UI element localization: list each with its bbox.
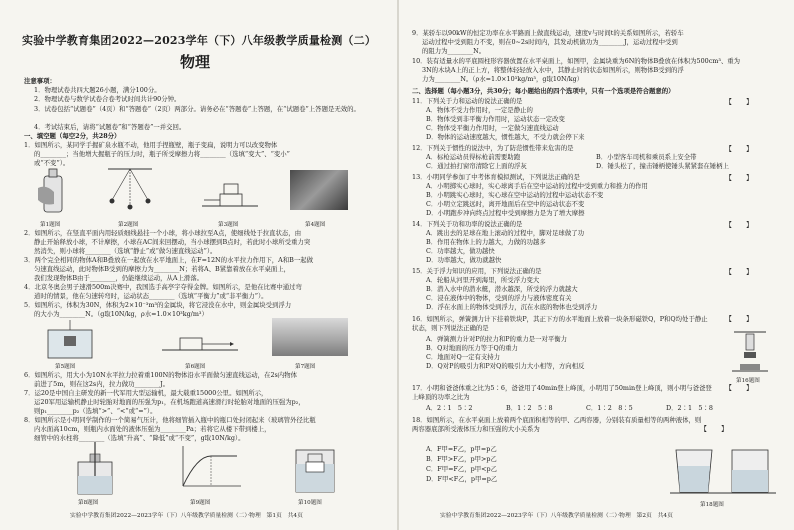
- caption-fig5: 第5题图: [55, 364, 76, 370]
- q2-line-1: 2．如图所示，在竖直平面内用轻质细线悬挂一个小球，将小球拉至A点，使细线处于拉直状态，由: [24, 229, 302, 237]
- caption-fig7: 第7题图: [295, 364, 316, 370]
- q17-option-d: D．2∶1 5∶8: [666, 404, 713, 412]
- blocks-figure: [200, 176, 260, 210]
- q16-option-d: D．Q对P的吸引力和P对Q的吸引力大小相等，方向相反: [426, 362, 585, 370]
- q6-line-1: 6．如图所示，用大小为10N水平拉力拉着重100N的物体沿水平面做匀速直线运动，在2s内物体: [24, 371, 297, 379]
- q2-line-2: 静止开始释放小球，不计摩擦，小球在AC间来回摆动，当小球摆到B点时，若此时小球所受重力突: [34, 238, 311, 246]
- q14-option-b: B．作用在物体上的力越大，力做的功越多: [426, 238, 546, 246]
- q13-option-a: A．小明掷实心球时，实心球离手后在空中运动的过程中受到重力和推力的作用: [426, 182, 648, 190]
- q14-option-a: A．跳出去的足球在地上滚动的过程中，脚对足球做了功: [426, 229, 584, 237]
- two-containers-figure: [668, 440, 780, 498]
- q17-option-b: B．1∶2 5∶8: [506, 404, 553, 412]
- caption-fig2: 第2题图: [118, 222, 139, 228]
- q4-line-2: 道时的情景，他在匀速转弯时，运动状态________（选填“平衡力”或“非平衡力”）。: [34, 292, 268, 300]
- q3-line-2: 匀速直线运动，此时物体B受到的摩擦力为________N；若将A、B紧靠着放在水平桌面上，: [34, 265, 291, 273]
- pull-block-figure: [160, 326, 240, 356]
- q17-option-c: C．1∶2 8∶5: [586, 404, 633, 412]
- caption-fig6: 第6题图: [185, 364, 206, 370]
- q15-option-a: A．轮船从河里开到海里，所受浮力变大: [426, 276, 540, 284]
- q12-option-b: B．小型客车司机和乘员系上安全带: [596, 153, 697, 161]
- q3-line-3: 我们发现物体B由于________，仍能继续运动，从A上滑落。: [34, 274, 204, 282]
- q12-answer-bracket: 【 】: [725, 145, 753, 153]
- page-divider: [397, 0, 399, 530]
- q11-option-c: C．物体受平衡力作用时，一定做匀速直线运动: [426, 124, 559, 132]
- q14-stem: 14．下列关于功和功率的说法正确的是: [412, 220, 523, 228]
- note-4: 4．考试结束后，请将“试题卷”和“答题卷”一并交回。: [34, 123, 186, 131]
- q8-line-1: 8．如图所示是小明同学制作的一个简易气压计，他将细管插入瓶中的瓶口处封闭起来（玻璃管外径比瓶: [24, 416, 316, 424]
- container-figure: [292, 440, 338, 496]
- q4-line-1: 4．北京冬奥会男子速滑500m决赛中，我国选手高亭宇夺得金牌。如图所示，是他在比赛中通过弯: [24, 283, 302, 291]
- q16-option-c: C．地面对Q一定有支持力: [426, 353, 501, 361]
- skater-photo: [290, 170, 348, 210]
- q9-line-3: 的阻力为________N。: [422, 47, 486, 55]
- caption-fig18: 第18题图: [700, 502, 724, 508]
- q15-stem: 15．关于浮力知识的应用，下列说法正确的是: [412, 267, 542, 275]
- page-2: [400, 0, 794, 530]
- q6-line-2: 前进了5m，则在这2s内，拉力做功________J。: [34, 380, 170, 388]
- q16-option-b: B．Q对地面的压力等于Q的重力: [426, 344, 518, 352]
- caption-fig8: 第8题图: [78, 500, 99, 506]
- q9-line-1: 9．某轿车以90kW的恒定功率在水平路面上做直线运动，速度v与时间t的关系如图所示，若轿车: [412, 29, 684, 37]
- caption-fig16: 第16题图: [736, 378, 760, 384]
- caption-fig9: 第9题图: [190, 500, 211, 506]
- caption-fig10: 第10题图: [298, 500, 322, 506]
- q15-option-c: C．浸在液体中的物体，受到的浮力与液体密度有关: [426, 294, 572, 302]
- q17-option-a: A．2∶1 5∶2: [426, 404, 473, 412]
- q16-stem: 16．如图所示，弹簧测力计下挂着铁块P，其正下方的水平地面上放着一块条形磁铁Q，P和Q均处于静止状态，则下列说法正确的是: [412, 315, 708, 332]
- q18-option-c: C．F甲=F乙，p甲<p乙: [426, 465, 497, 473]
- exam-title: 实验中学教育集团2022—2023学年（下）八年级教学质量检测（二）: [22, 34, 377, 47]
- q12-option-a: A．标枪运动员得标枪前需要助跑: [426, 153, 521, 161]
- q11-stem: 11．下列关于力和运动的说法正确的是: [412, 97, 523, 105]
- section-2-heading: 二、选择题（每小题3分，共30分；每小题给出的四个选项中，只有一个选项是符合题意的）: [412, 87, 675, 95]
- barometer-figure: [70, 440, 120, 496]
- page-2-footer: 实验中学教育集团2022—2023学年（下）八年级教学质量检测（二）·物理 第2页 共4页: [440, 513, 673, 519]
- q1-line-2: 的________；当他增大握瓶子的压力时，瓶子所受摩擦力将________（选填“变大”、“变小”: [34, 150, 290, 158]
- subject-title: 物理: [180, 53, 211, 71]
- q12-option-c: C．通过拍打窗帘清除它上面的浮灰: [426, 162, 527, 170]
- q7-line-3: 则p₁________p₂（选填“>”、“<”或“=”）。: [34, 407, 157, 415]
- q8-line-3: 细管中的水柱将________（选填“升高”、“降低”或“不变”，g取10N/kg）。: [34, 434, 245, 442]
- notes-heading: 注意事项：: [24, 77, 56, 85]
- q17-stem: 17．小明和爸爸体重之比为5∶6，爸爸用了40min登上峰顶，小明用了50min登上峰顶，则小明与爸爸登上峰顶的功率之比为: [412, 384, 712, 401]
- note-3: 3．试卷包括“试题卷”（4页）和“答题卷”（2页）两部分。请务必在“答题卷”上答题，在“试题卷”上答题是无效的。: [34, 105, 360, 113]
- section-1-heading: 一、填空题（每空2分，共28分）: [24, 132, 121, 140]
- q18-option-d: D．F甲<F乙，p甲=p乙: [426, 475, 498, 483]
- q13-option-d: D．小明跑步冲向终点过程中受到摩擦力是为了增大摩擦: [426, 209, 585, 217]
- caption-fig3: 第3题图: [218, 222, 239, 228]
- q11-option-d: D．物体的运动速度越大，惯性越大，不受力就会停下来: [426, 133, 585, 141]
- spring-scale-figure: [728, 330, 772, 374]
- q16-option-a: A．弹簧测力计对P的拉力和P的重力是一对平衡力: [426, 335, 568, 343]
- q13-option-c: C．小明立定跳远时，离开地面后在空中的运动状态不变: [426, 200, 585, 208]
- q5-line-1: 5．如图所示，体积为30N，体积为2×10⁻³m³的金属块，将它浸没在水中，则金属块受到浮力: [24, 301, 292, 309]
- q13-option-b: B．小明跳实心球时，实心球在空中运动的过程中运动状态不变: [426, 191, 604, 199]
- q7-line-2: 运20军用运输机静止时轮胎对地面的压强为p₁，在机场跑道高速滑行时轮胎对地面的压强为p₂，: [34, 398, 305, 406]
- q11-answer-bracket: 【 】: [725, 98, 753, 106]
- q7-line-1: 7．运20是中国自主研发的新一代军用大型运输机，最大载重15000公里。如图所示，: [24, 389, 268, 397]
- q1-line-3: 或“不变”）。: [34, 159, 70, 167]
- q10-line-1: 10．装有适量水的平底圆柱形容器放置在水平桌面上，如图甲，金属块重为6N的物体B叠放在体积为500cm³、重为: [412, 57, 741, 65]
- beaker-block-figure: [40, 318, 100, 360]
- q18-stem: 18．如图所示，在水平桌面上放着两个底面积相等的甲、乙两容器，分别装有质量相等的两种液体，则两容器底部所受液体压力和压强的大小关系为: [412, 416, 702, 433]
- q14-option-c: C．功率越大，做功越快: [426, 247, 495, 255]
- q10-line-2: 3N的木块A上的正上方，将整体轻轻放入水中，其静止时的状态如图所示，则物体B受到的浮: [422, 66, 684, 74]
- q5-line-2: 的大小为________N。（g取10N/kg，ρ水=1.0×10³kg/m³）: [34, 310, 208, 318]
- q9-line-2: 运动过程中受到阻力不变，则在0~2s时间内，其发动机做功为________J，运动过程中受到: [422, 38, 678, 46]
- note-1: 1．物理试卷共四大题26小题，满分100分。: [34, 86, 161, 94]
- q15-option-d: D．浮在水面上的物体受到浮力，沉在水底的物体也受到浮力: [426, 303, 598, 311]
- velocity-time-graph: [175, 442, 245, 492]
- q17-answer-bracket: 【 】: [725, 384, 753, 392]
- q14-option-d: D．功率越大，做功就越快: [426, 256, 502, 264]
- q13-stem: 13．小明同学参加了中考体育模拟测试，下列说法正确的是: [412, 173, 580, 181]
- q15-answer-bracket: 【 】: [725, 268, 753, 276]
- bottle-figure: [34, 166, 74, 216]
- caption-fig1: 第1题图: [40, 222, 61, 228]
- q2-line-3: 然消失，则小球将________（选填“静止”或“做匀速直线运动”）。: [34, 247, 217, 255]
- q11-option-b: B．物体受到非平衡力作用时，运动状态一定改变: [426, 115, 565, 123]
- q13-answer-bracket: 【 】: [725, 174, 753, 182]
- q8-line-2: 内水面高10cm，则瓶内水面处的液体压强为________Pa；若将它从楼下带到楼上，: [34, 425, 271, 433]
- q3-line-1: 3．两个完全相同的物体A和B叠放在一起放在水平地面上，在F=12N的水平拉力作用下，A和B一起做: [24, 256, 314, 264]
- q14-answer-bracket: 【 】: [725, 221, 753, 229]
- q18-option-b: B．F甲>F乙，p甲>p乙: [426, 455, 497, 463]
- q15-option-b: B．潜入水中的潜水艇，潜水越深，所受的浮力就越大: [426, 285, 578, 293]
- q18-option-a: A．F甲=F乙，p甲=p乙: [426, 445, 497, 453]
- pendulum-figure: [100, 166, 160, 216]
- q10-line-3: 力为________N。（ρ水=1.0×10³kg/m³，g取10N/kg）: [422, 75, 584, 83]
- q12-stem: 12．下列关于惯性的说法中，为了防范惯性带来危害的是: [412, 144, 574, 152]
- q12-option-d: D．锤头松了，撞击锤柄使锤头紧紧套在锤柄上: [596, 162, 729, 170]
- q11-option-a: A．物体不受力作用时，一定是静止的: [426, 106, 533, 114]
- q1-line-1: 1．如图所示，某同学手握矿泉水瓶不动，他用手捏瓶壁，瓶子变扁，说明力可以改变物体: [24, 141, 278, 149]
- q18-answer-bracket: 【 】: [700, 425, 728, 433]
- page-1-footer: 实验中学教育集团2022—2023学年（下）八年级教学质量检测（二）·物理 第1页 共4页: [70, 513, 303, 519]
- caption-fig4: 第4题图: [305, 222, 326, 228]
- aircraft-photo: [272, 318, 348, 356]
- note-2: 2．物理试卷与数学试卷合卷考试时间共计90分钟。: [34, 95, 181, 103]
- q16-answer-bracket: 【 】: [725, 315, 753, 323]
